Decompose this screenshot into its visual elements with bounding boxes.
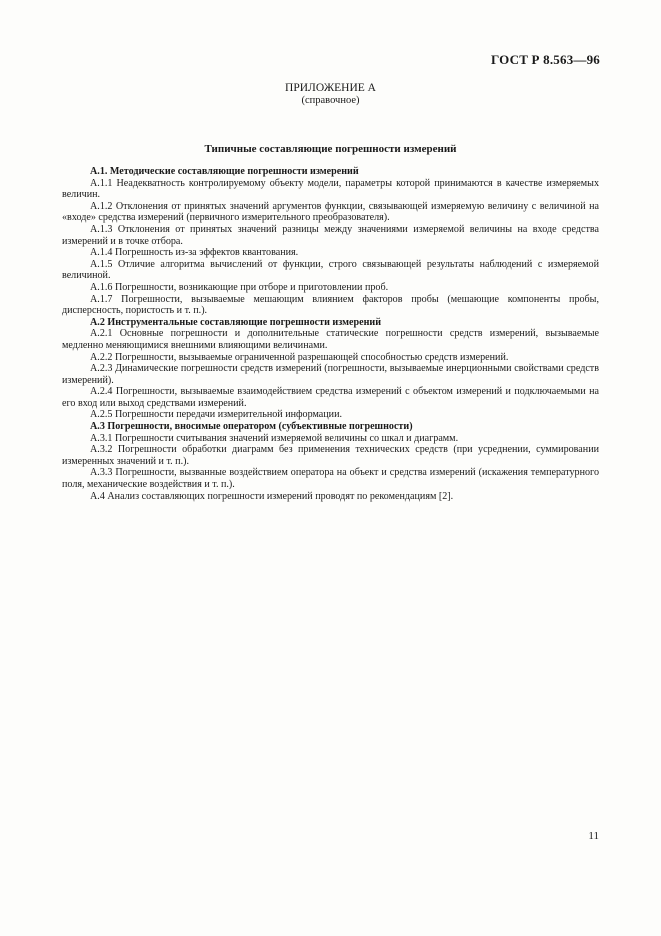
paragraph: А.3.1 Погрешности считывания значений измеряемой величины со шкал и диаграмм. (90, 432, 459, 444)
paragraph: А.1.7 Погрешности, вызываемые мешающим влиянием факторов пробы (мешающие компоненты пробы, дисперсность, пористость и т. п.). (62, 293, 599, 317)
paragraph: А.3.2 Погрешности обработки диаграмм без применения технических средств (при усреднении, суммировании измеренных значений и т. п.). (62, 444, 599, 467)
section-heading: А.2 Инструментальные составляющие погрешности измерений (90, 316, 382, 328)
section-title: Типичные составляющие погрешности измерений (204, 143, 457, 155)
section-heading: А.1. Методические составляющие погрешности измерений (90, 166, 359, 177)
document-code: ГОСТ Р 8.563—96 (491, 52, 600, 67)
paragraph: А.1.6 Погрешности, возникающие при отборе и приготовлении проб. (90, 281, 389, 293)
paragraph: А.1.3 Отклонения от принятых значений разницы между значениями измеряемой величины на входе средства измерений и в точке отбора. (62, 223, 599, 247)
paragraph: А.2.5 Погрешности передачи измерительной информации. (90, 409, 343, 421)
paragraph: А.2.3 Динамические погрешности средств измерений (погрешности, вызываемые инерционными свойствами средств измерений). (62, 363, 599, 386)
page-number: 11 (588, 830, 599, 842)
document-body (62, 166, 599, 502)
paragraph: А.4 Анализ составляющих погрешности измерений проводят по рекомендациям [2]. (90, 490, 454, 502)
paragraph: А.1.5 Отличие алгоритма вычислений от функции, строго связывающей результаты наблюдений с измеряемой величиной. (62, 258, 599, 282)
paragraph: А.3.3 Погрешности, вызванные воздействием оператора на объект и средства измерений (искажения температурного поля, механические воздействия и т. п.). (62, 467, 599, 491)
paragraph: А.1.1 Неадекватность контролируемому объекту модели, параметры которой принимаются в качестве измеряемых величин. (62, 177, 599, 201)
paragraph: А.2.1 Основные погрешности и дополнительные статические погрешности средств измерений, вызываемые медленно меняющимися внешними влияющими величинами. (62, 328, 599, 351)
paragraph: А.1.2 Отклонения от принятых значений аргументов функции, связывающей измеряемую величину с величиной на «входе» средства измерений (первичного измерительного преобразователя). (62, 200, 599, 224)
paragraph: А.1.4 Погрешность из-за эффектов квантования. (90, 247, 299, 259)
paragraph: А.2.2 Погрешности, вызываемые ограниченной разрешающей способностью средств измерений. (90, 351, 509, 363)
paragraph: А.2.4 Погрешности, вызываемые взаимодействием средства измерений с объектом измерений и подключаемыми на его вход или выход средствами измерений. (62, 386, 599, 409)
appendix-title: ПРИЛОЖЕНИЕ А (285, 82, 376, 94)
appendix-subtitle: (справочное) (301, 95, 360, 106)
section-heading: А.3 Погрешности, вносимые оператором (субъективные погрешности) (90, 421, 413, 433)
